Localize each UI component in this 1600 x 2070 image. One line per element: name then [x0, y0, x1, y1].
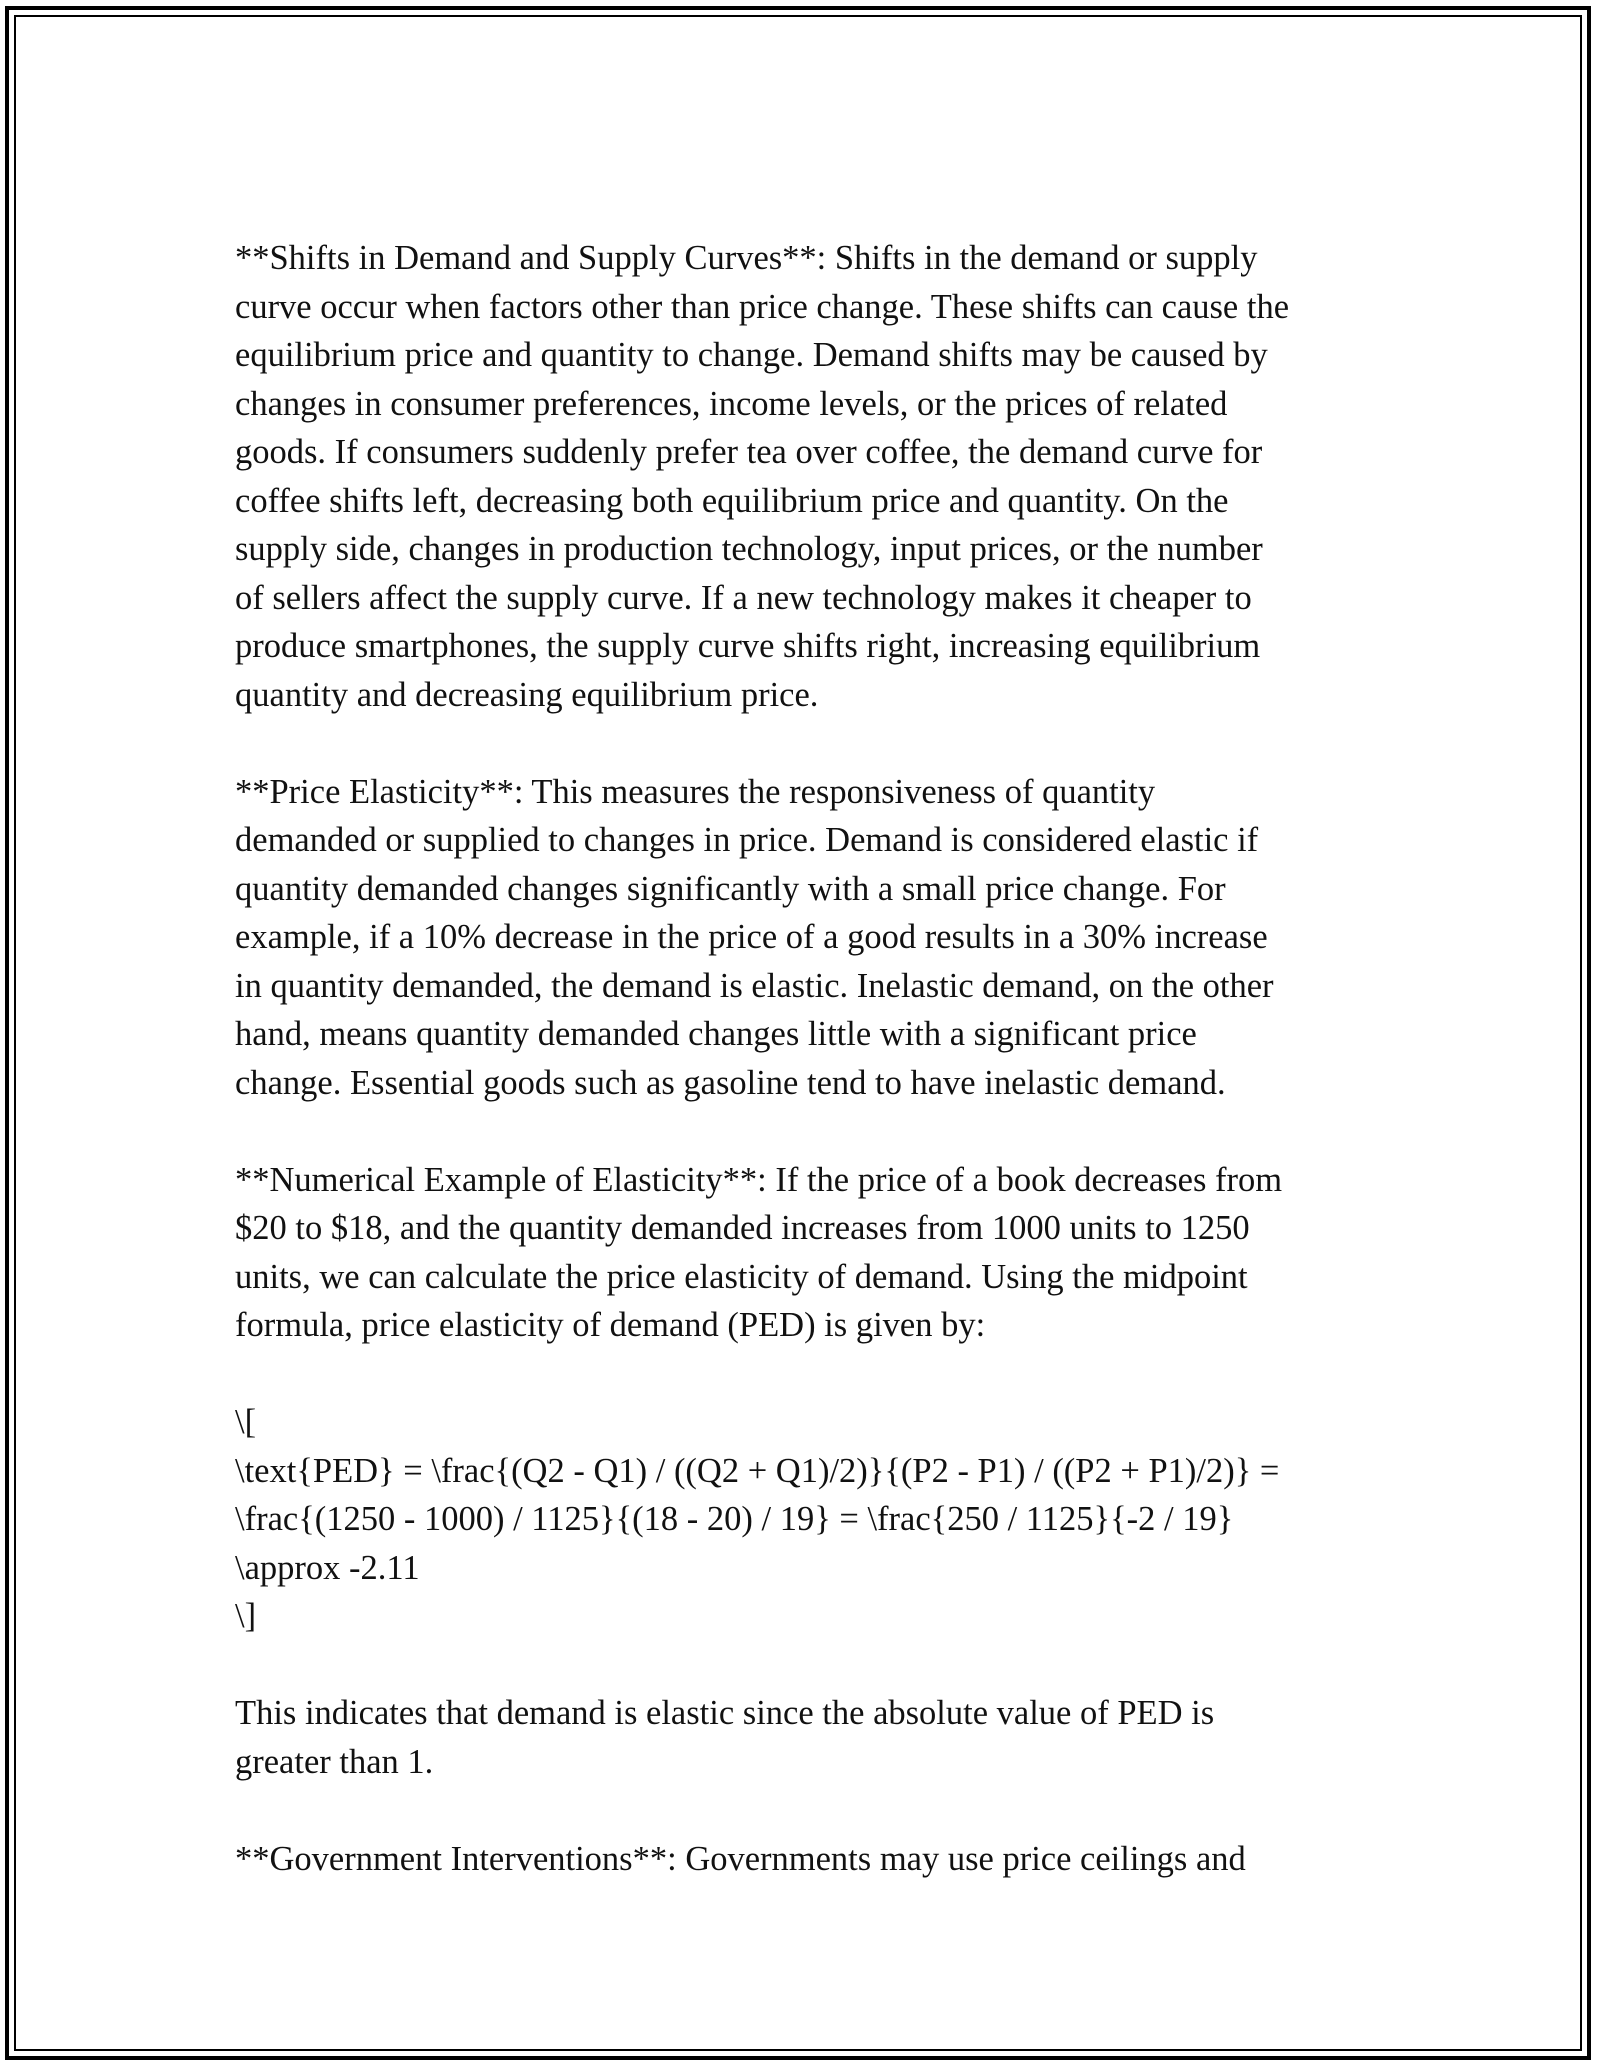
paragraph-demand-supply-shifts: [235, 234, 1395, 719]
text-line: This indicates that demand is elastic since the absolute value of PED is: [235, 1694, 1215, 1732]
formula-line: \[: [235, 1403, 257, 1441]
text-line: hand, means quantity demanded changes little with a significant price: [235, 1015, 1197, 1053]
text-line: formula, price elasticity of demand (PED) is given by:: [235, 1306, 986, 1344]
formula-line: \frac{(1250 - 1000) / 1125}{(18 - 20) / 19} = \frac{250 / 1125}{-2 / 19}: [235, 1500, 1234, 1538]
text-line: equilibrium price and quantity to change. Demand shifts may be caused by: [235, 336, 1268, 374]
text-line: change. Essential goods such as gasoline tend to have inelastic demand.: [235, 1063, 1226, 1102]
text-line: $20 to $18, and the quantity demanded increases from 1000 units to 1250: [235, 1209, 1250, 1247]
text-line: produce smartphones, the supply curve shifts right, increasing equilibrium: [235, 627, 1261, 665]
text-line: supply side, changes in production technology, input prices, or the number: [235, 530, 1263, 568]
text-line: in quantity demanded, the demand is elastic. Inelastic demand, on the other: [235, 966, 1274, 1005]
text-line: demanded or supplied to changes in price. Demand is considered elastic if: [235, 821, 1259, 859]
formula-block: [235, 1398, 1395, 1641]
text-line: units, we can calculate the price elasticity of demand. Using the midpoint: [235, 1257, 1248, 1296]
text-line: coffee shifts left, decreasing both equilibrium price and quantity. On the: [235, 481, 1229, 520]
text-line: curve occur when factors other than price change. These shifts can cause the: [235, 287, 1290, 326]
formula-line: \approx -2.11: [235, 1548, 420, 1587]
text-line: **Numerical Example of Elasticity**: If the price of a book decreases from: [235, 1160, 1283, 1199]
paragraph-numerical-example: [235, 1156, 1395, 1350]
text-line: greater than 1.: [235, 1742, 434, 1781]
text-line: of sellers affect the supply curve. If a new technology makes it cheaper to: [235, 578, 1252, 617]
paragraph-price-elasticity: [235, 768, 1395, 1108]
text-line: **Price Elasticity**: This measures the responsiveness of quantity: [235, 772, 1156, 811]
text-line: **Shifts in Demand and Supply Curves**: Shifts in the demand or supply: [235, 239, 1258, 277]
text-line: goods. If consumers suddenly prefer tea over coffee, the demand curve for: [235, 433, 1263, 471]
text-line: quantity demanded changes significantly with a small price change. For: [235, 869, 1226, 908]
text-line: changes in consumer preferences, income levels, or the prices of related: [235, 384, 1228, 423]
paragraph-elasticity-conclusion: [235, 1689, 1395, 1786]
text-line: example, if a 10% decrease in the price of a good results in a 30% increase: [235, 918, 1268, 956]
text-line: quantity and decreasing equilibrium price.: [235, 675, 819, 714]
document-body: [235, 234, 1395, 1932]
paragraph-government-interventions: [235, 1835, 1395, 1884]
formula-line: \text{PED} = \frac{(Q2 - Q1) / ((Q2 + Q1)/2)}{(P2 - P1) / ((P2 + P1)/2)} =: [235, 1451, 1280, 1490]
text-line: **Government Interventions**: Governments may use price ceilings and: [235, 1839, 1246, 1878]
formula-line: \]: [235, 1597, 257, 1635]
